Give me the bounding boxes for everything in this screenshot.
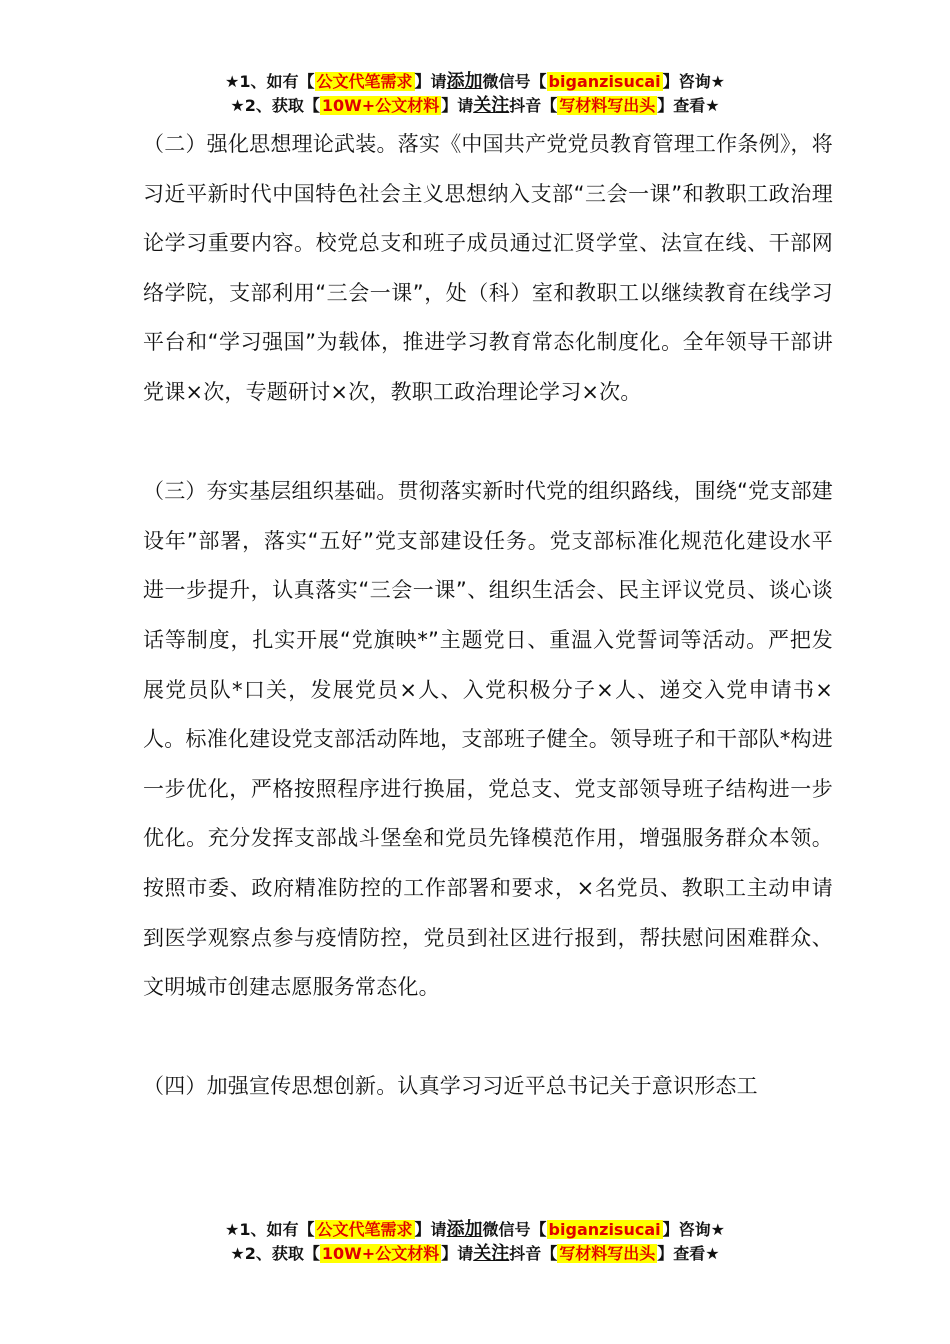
douyin-account: 写材料写出头 [559,96,656,115]
paragraph-3: （三）夯实基层组织基础。贯彻落实新时代党的组织路线，围绕“党支部建设年”部署，落实“五好”党支部建设任务。党支部标准化规范化建设水平进一步提升，认真落实“三会一课”、组织生活会、民主评议党员、谈心谈话等制度，扎实开展“党旗映*”主题党日、重温入党誓词等活动。严把发展党员队*口关，发展党员×人、入党积极分子×人、递交入党申请书×人。标准化建设党支部活动阵地，支部班子健全。领导班子和干部队*构进一步优化，严格按照程序进行换届，党总支、党支部领导班子结构进一步优化。充分发挥支部战斗堡垒和党员先锋模范作用，增强服务群众本领。按照市委、政府精准防控的工作部署和要求，×名党员、教职工主动申请到医学观察点参与疫情防控，党员到社区进行报到，帮扶慰问困难群众、文明城市创建志愿服务常态化。 [143,479,833,1000]
banner-line-1: ★1、如有【 公文代笔需求 】请添加微信号【 biganzisucai 】咨询★ [225,1219,725,1240]
star-icon: ★ [225,1220,240,1239]
wechat-id: biganzisucai [548,72,661,91]
banner-line-2: ★2、获取【 10W+公文材料 】请关注抖音【 写材料写出头 】查看★ [230,1243,720,1264]
wechat-id: biganzisucai [548,1220,661,1239]
highlight-materials: 10W+公文材料 [321,96,440,115]
highlight-materials: 10W+公文材料 [321,1244,440,1263]
star-icon: ★ [230,96,245,115]
paragraph-2: （二）强化思想理论武装。落实《中国共产党党员教育管理工作条例》，将习近平新时代中国特色社会主义思想纳入支部“三会一课”和教职工政治理论学习重要内容。校党总支和班子成员通过汇贤学堂、法宣在线、干部网络学院，支部利用“三会一课”，处（科）室和教职工以继续教育在线学习平台和“学习强国”为载体，推进学习教育常态化制度化。全年领导干部讲党课×次，专题研讨×次，教职工政治理论学习×次。 [143,132,833,404]
banner-line-2: ★2、获取【 10W+公文材料 】请关注抖音【 写材料写出头 】查看★ [230,95,720,116]
star-icon: ★ [230,1244,245,1263]
header-banner [0,70,950,118]
banner-line-1: ★1、如有【 公文代笔需求 】请添加微信号【 biganzisucai 】咨询★ [225,71,725,92]
highlight-service: 公文代笔需求 [316,1220,413,1239]
highlight-service: 公文代笔需求 [316,72,413,91]
footer-banner [0,1218,950,1266]
paragraph-4: （四）加强宣传思想创新。认真学习习近平总书记关于意识形态工 [143,1074,758,1099]
star-icon: ★ [225,72,240,91]
document-body [143,120,833,1112]
douyin-account: 写材料写出头 [559,1244,656,1263]
